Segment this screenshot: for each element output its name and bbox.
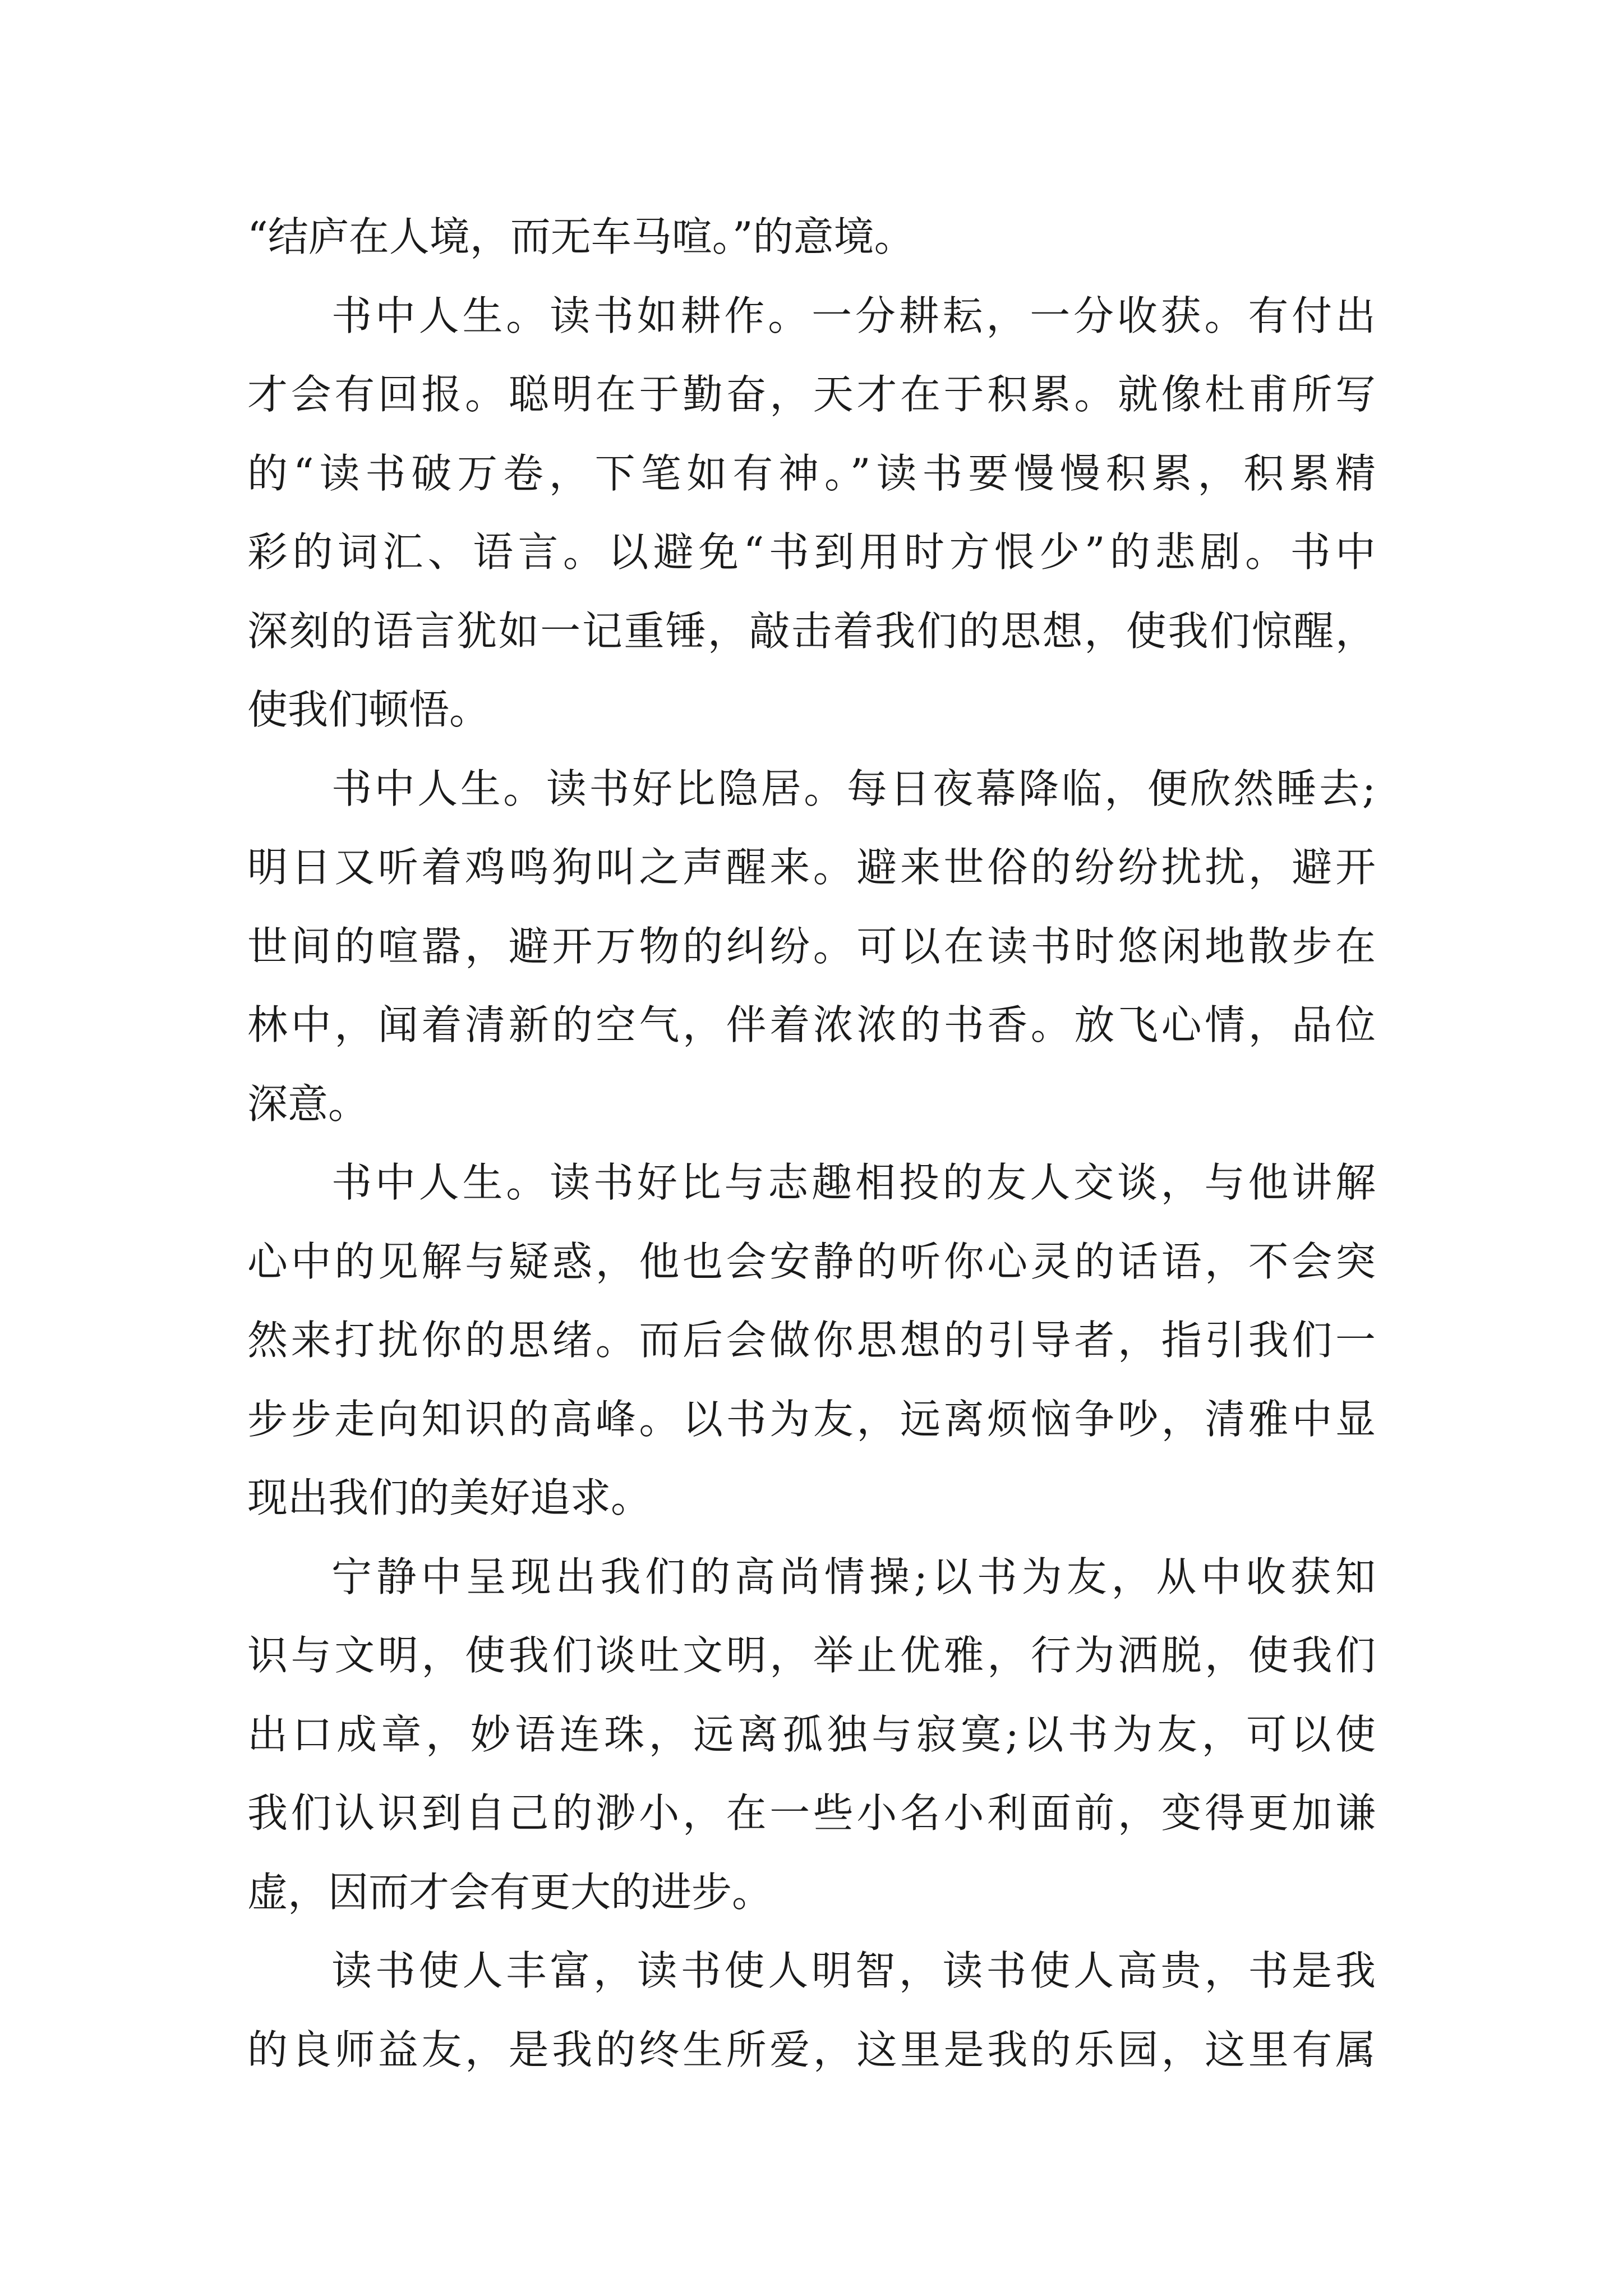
text-line: 步步走向知识的高峰。以书为友，远离烦恼争吵，清雅中显 bbox=[247, 1395, 1376, 1443]
text-line: 的“读书破万卷，下笔如有神。”读书要慢慢积累，积累精 bbox=[247, 449, 1376, 497]
text-line: 现出我们的美好追求。 bbox=[247, 1474, 652, 1521]
paragraph-first-line: 书中人生。读书如耕作。一分耕耘，一分收获。有付出 bbox=[331, 292, 1376, 339]
text-line: 彩的词汇、语言。以避免“书到用时方恨少”的悲剧。书中 bbox=[247, 528, 1376, 576]
text-line: 深刻的语言犹如一记重锤，敲击着我们的思想，使我们惊醒， bbox=[247, 607, 1376, 655]
body-text bbox=[247, 197, 1376, 2089]
text-line: 的良师益友，是我的终生所爱，这里是我的乐园，这里有属 bbox=[247, 2026, 1376, 2073]
text-line: 才会有回报。聪明在于勤奋，天才在于积累。就像杜甫所写 bbox=[247, 371, 1376, 418]
text-line: 虚，因而才会有更大的进步。 bbox=[247, 1868, 773, 1916]
text-line: 识与文明，使我们谈吐文明，举止优雅，行为洒脱，使我们 bbox=[247, 1632, 1376, 1679]
text-line: 使我们顿悟。 bbox=[247, 686, 490, 733]
text-line: 出口成章，妙语连珠，远离孤独与寂寞;以书为友，可以使 bbox=[247, 1710, 1376, 1758]
paragraph-first-line: 书中人生。读书好比与志趣相投的友人交谈，与他讲解 bbox=[331, 1159, 1376, 1206]
text-line: 世间的喧嚣，避开万物的纠纷。可以在读书时悠闲地散步在 bbox=[247, 922, 1376, 970]
paragraph-first-line: 书中人生。读书好比隐居。每日夜幕降临，便欣然睡去; bbox=[331, 765, 1376, 812]
text-line: 明日又听着鸡鸣狗叫之声醒来。避来世俗的纷纷扰扰，避开 bbox=[247, 844, 1376, 891]
text-line: 林中，闻着清新的空气，伴着浓浓的书香。放飞心情，品位 bbox=[247, 1001, 1376, 1048]
text-line: 深意。 bbox=[247, 1080, 369, 1128]
text-line: 然来打扰你的思绪。而后会做你思想的引导者，指引我们一 bbox=[247, 1317, 1376, 1364]
paragraph-first-line: 宁静中呈现出我们的高尚情操;以书为友，从中收获知 bbox=[331, 1553, 1376, 1600]
text-line: 心中的见解与疑惑，他也会安静的听你心灵的话语，不会突 bbox=[247, 1237, 1376, 1285]
text-line: “结庐在人境，而无车马喧。”的意境。 bbox=[247, 213, 915, 260]
paragraph-first-line: 读书使人丰富，读书使人明智，读书使人高贵，书是我 bbox=[331, 1947, 1376, 1994]
text-line: 我们认识到自己的渺小，在一些小名小利面前，变得更加谦 bbox=[247, 1789, 1376, 1837]
